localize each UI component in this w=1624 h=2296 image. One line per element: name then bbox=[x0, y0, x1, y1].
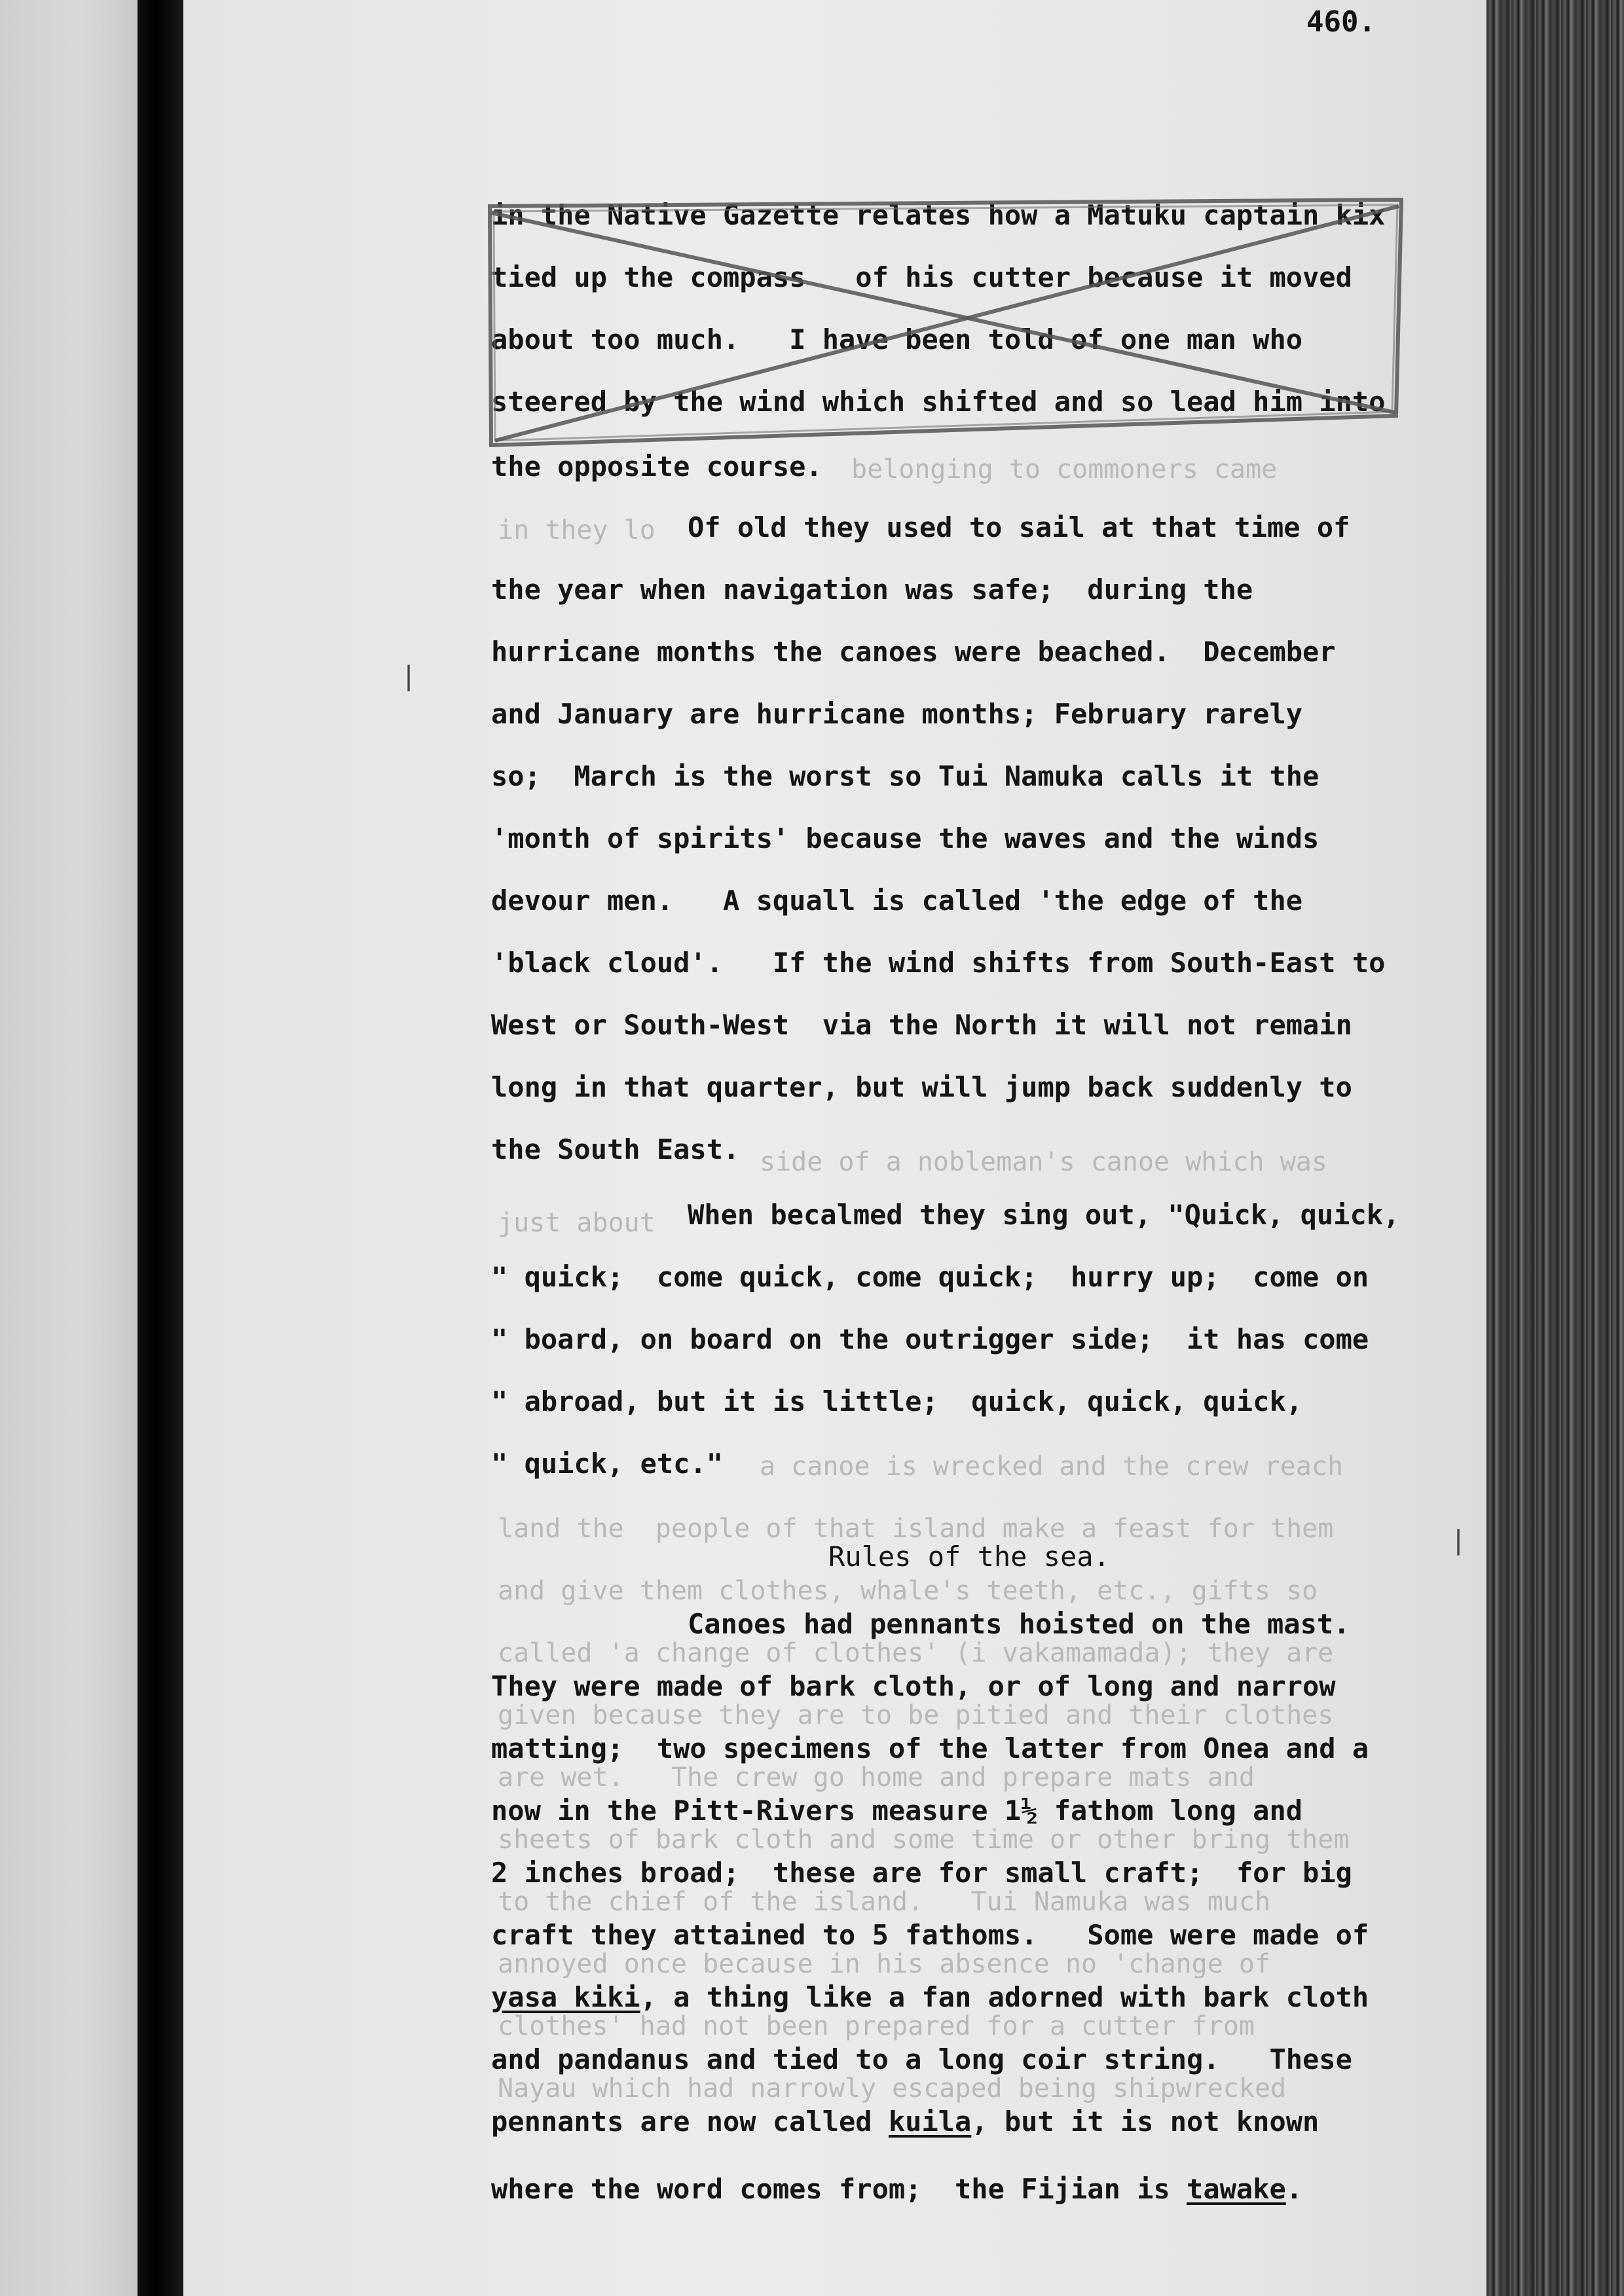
fijian-term: yasa kiki bbox=[491, 1981, 640, 2013]
margin-tick-mark: | bbox=[1450, 1525, 1467, 1556]
body-line: When becalmed they sing out, "Quick, quick, bbox=[688, 1199, 1400, 1231]
body-line: now in the Pitt-Rivers measure 1½ fathom long and bbox=[491, 1795, 1303, 1827]
show-through-line: called 'a change of clothes' (i vakamamada); they are bbox=[498, 1638, 1334, 1668]
show-through-line: just about bbox=[498, 1208, 655, 1238]
body-line: devour men. A squall is called 'the edge of the bbox=[491, 884, 1303, 917]
show-through-line: Nayau which had narrowly escaped being shipwrecked bbox=[498, 2073, 1287, 2104]
body-line: " board, on board on the outrigger side; it has come bbox=[491, 1323, 1369, 1355]
body-line: and January are hurricane months; February rarely bbox=[491, 698, 1303, 730]
struck-line: about too much. I have been told of one man who bbox=[491, 323, 1303, 355]
fijian-term: kuila bbox=[888, 2105, 972, 2138]
scan-dark-edge bbox=[138, 0, 183, 2296]
show-through-line: given because they are to be pitied and their clothes bbox=[498, 1700, 1334, 1730]
show-through-line: belonging to commoners came bbox=[851, 454, 1278, 484]
struck-line: tied up the compass of his cutter because it moved bbox=[491, 261, 1352, 293]
show-through-line: sheets of bark cloth and some time or other bring them bbox=[498, 1825, 1350, 1855]
body-line: They were made of bark cloth, or of long and narrow bbox=[491, 1670, 1336, 1702]
body-line: long in that quarter, but will jump back suddenly to bbox=[491, 1071, 1352, 1103]
margin-tick-mark: | bbox=[401, 661, 417, 691]
body-line: Of old they used to sail at that time of bbox=[688, 511, 1350, 543]
body-line: Canoes had pennants hoisted on the mast. bbox=[688, 1608, 1350, 1640]
show-through-line: to the chief of the island. Tui Namuka was much bbox=[498, 1887, 1271, 1917]
struck-line: steered by the wind which shifted and so lead him into bbox=[491, 386, 1386, 418]
body-line: the South East. bbox=[491, 1133, 740, 1165]
line-text: , but it is not known bbox=[971, 2105, 1320, 2138]
body-line: West or South-West via the North it will not remain bbox=[491, 1009, 1352, 1041]
show-through-line: a canoe is wrecked and the crew reach bbox=[760, 1451, 1344, 1482]
show-through-line: and give them clothes, whale's teeth, etc., gifts so bbox=[498, 1576, 1318, 1606]
struck-line: the opposite course. bbox=[491, 450, 822, 483]
line-text: where the word comes from; the Fijian is bbox=[491, 2173, 1187, 2205]
show-through-line: in they lo bbox=[498, 515, 655, 545]
body-line: 'black cloud'. If the wind shifts from South-East to bbox=[491, 947, 1386, 979]
body-line: " quick; come quick, come quick; hurry up; come on bbox=[491, 1261, 1369, 1293]
show-through-line: annoyed once because in his absence no 'change of bbox=[498, 1949, 1271, 1979]
body-line: and pandanus and tied to a long coir string. These bbox=[491, 2043, 1352, 2075]
body-line bbox=[491, 2172, 1302, 2206]
struck-line: in the Native Gazette relates how a Matuku captain kix bbox=[491, 199, 1386, 231]
body-line: the year when navigation was safe; during the bbox=[491, 574, 1253, 606]
body-line: " abroad, but it is little; quick, quick, quick, bbox=[491, 1385, 1303, 1417]
line-text: pennants are now called bbox=[491, 2105, 889, 2138]
body-line: craft they attained to 5 fathoms. Some were made of bbox=[491, 1919, 1369, 1951]
show-through-line: are wet. The crew go home and prepare mats and bbox=[498, 1762, 1255, 1793]
fijian-term: tawake bbox=[1187, 2173, 1286, 2205]
book-binding-edge bbox=[1486, 0, 1624, 2296]
page-number: 460. bbox=[1306, 5, 1376, 39]
body-line: " quick, etc." bbox=[491, 1448, 724, 1480]
body-line bbox=[491, 1980, 1369, 2014]
body-line: so; March is the worst so Tui Namuka calls it the bbox=[491, 760, 1320, 792]
line-text: . bbox=[1285, 2173, 1303, 2205]
line-text: , a thing like a fan adorned with bark cloth bbox=[640, 1981, 1369, 2013]
body-line: 2 inches broad; these are for small craft; for big bbox=[491, 1857, 1352, 1889]
body-line: matting; two specimens of the latter from Onea and a bbox=[491, 1732, 1369, 1764]
scan-left-margin bbox=[0, 0, 138, 2296]
body-line: 'month of spirits' because the waves and the winds bbox=[491, 822, 1320, 854]
body-line bbox=[491, 2105, 1319, 2139]
pencil-crossout-box bbox=[485, 193, 1408, 452]
show-through-line: clothes' had not been prepared for a cutter from bbox=[498, 2011, 1255, 2041]
show-through-line: land the people of that island make a feast for them bbox=[498, 1514, 1334, 1544]
section-heading: Rules of the sea. bbox=[828, 1540, 1110, 1573]
show-through-line: side of a nobleman's canoe which was bbox=[760, 1147, 1327, 1177]
body-line: hurricane months the canoes were beached. December bbox=[491, 636, 1336, 668]
